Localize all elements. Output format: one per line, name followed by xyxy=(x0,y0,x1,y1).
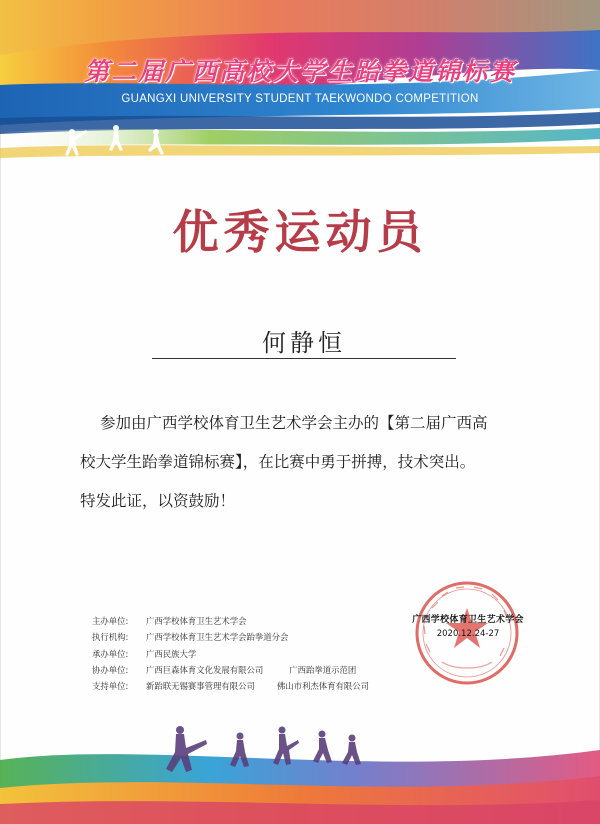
certificate-body xyxy=(80,404,530,521)
organizer-value: 广西民族大学 xyxy=(146,648,197,659)
organizer-value-secondary: 佛山市利杰体育有限公司 xyxy=(276,681,369,692)
recipient-name: 何静恒 xyxy=(262,329,346,357)
organizer-row-host xyxy=(92,613,369,629)
organizer-label: 支持单位: xyxy=(92,681,129,692)
competition-title-cn: 第二届广西高校大学生跆拳道锦标赛 xyxy=(83,57,516,86)
organizer-label: 协办单位: xyxy=(92,664,129,675)
issue-date: 2020.12.24-27 xyxy=(436,629,500,639)
organizer-row-supporter xyxy=(92,678,369,694)
organizer-row-undertaker xyxy=(92,646,369,662)
name-underline xyxy=(152,358,456,359)
organizer-value: 广西学校体育卫生艺术学会 xyxy=(146,616,247,626)
body-line-3: 特发此证，以资鼓励！ xyxy=(80,492,236,510)
organizer-row-co-organizer xyxy=(92,662,369,678)
body-line-1: 参加由广西学校体育卫生艺术学会主办的【第二届广西高 xyxy=(100,414,488,432)
organizer-value: 新跆联无锡赛事管理有限公司 xyxy=(146,681,255,692)
award-title: 优秀运动员 xyxy=(172,205,428,259)
organizer-label: 主办单位: xyxy=(92,616,129,626)
organizer-value-secondary: 广西跆拳道示范团 xyxy=(289,664,357,675)
organizer-label: 承办单位: xyxy=(92,648,129,659)
competition-title-en: GUANGXI UNIVERSITY STUDENT TAEKWONDO COMPETITION xyxy=(121,93,479,105)
organizer-value: 广西巨森体育文化发展有限公司 xyxy=(146,664,264,675)
organizer-label: 执行机构: xyxy=(92,632,129,643)
organizer-list xyxy=(92,613,369,694)
organizer-value: 广西学校体育卫生艺术学会跆拳道分会 xyxy=(146,632,289,643)
organizer-row-executor xyxy=(92,629,369,645)
seal-issuer: 广西学校体育卫生艺术学会 xyxy=(412,615,524,625)
body-line-2: 校大学生跆拳道锦标赛】，在比赛中勇于拼搏，技术突出。 xyxy=(80,453,476,471)
footer-banner-graphic xyxy=(0,700,600,824)
